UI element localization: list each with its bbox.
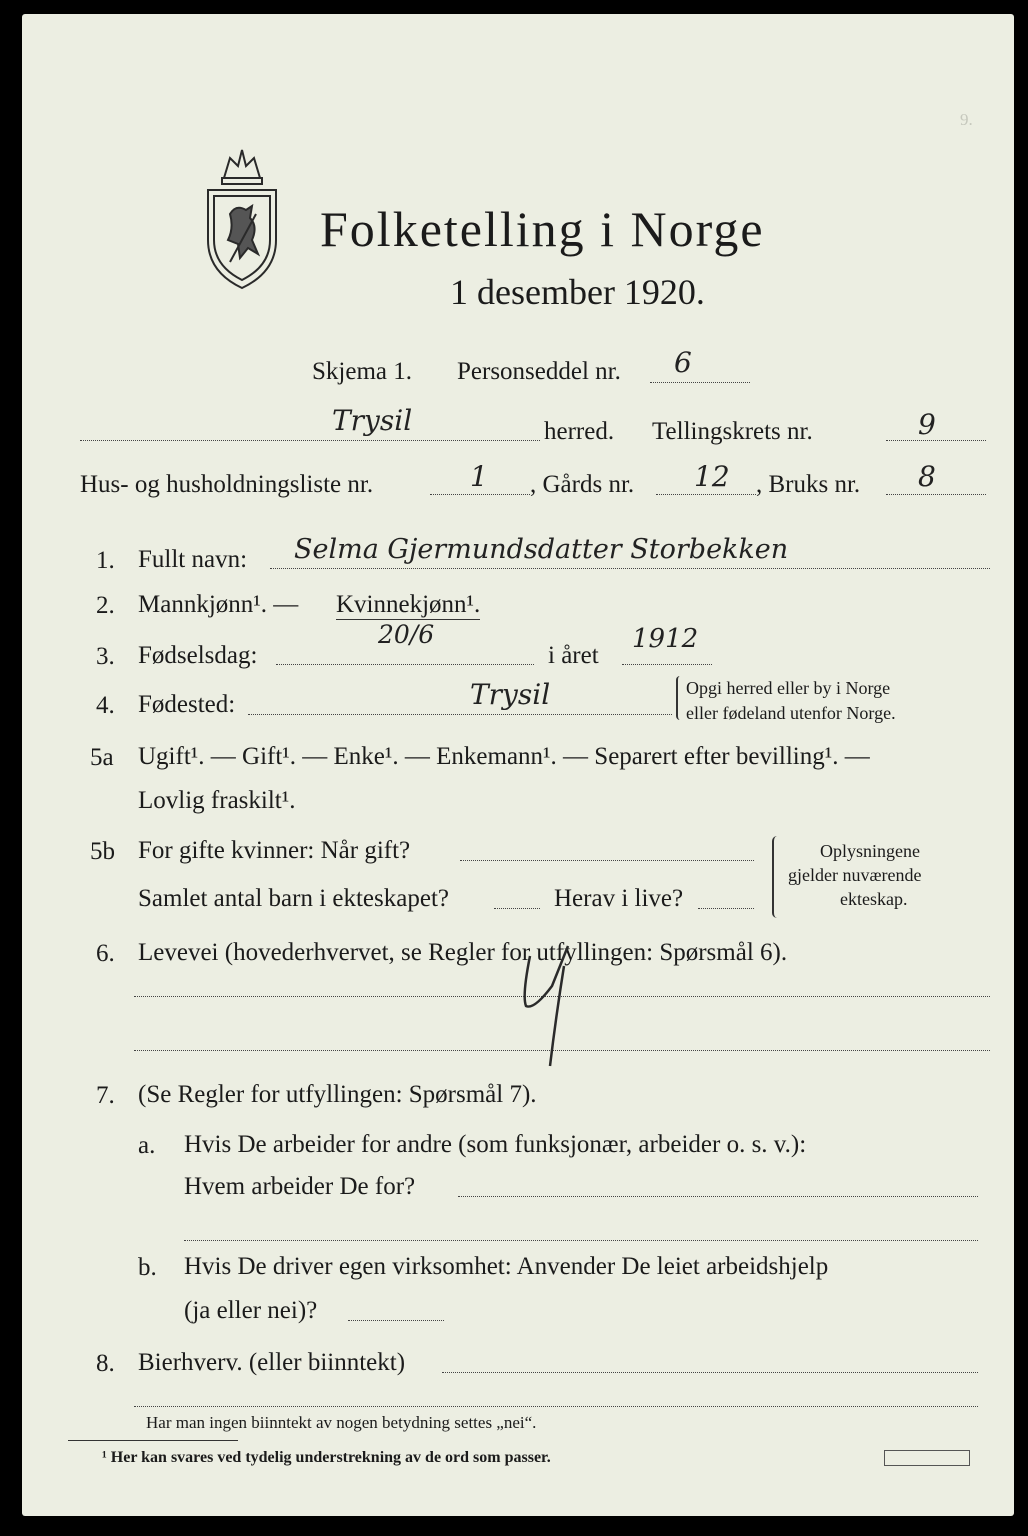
q3-birthdate-value[interactable]: 20/6 xyxy=(378,620,435,649)
gards-line xyxy=(656,494,756,495)
q1-full-name-value[interactable]: Selma Gjermundsdatter Storbekken xyxy=(294,534,789,565)
tellingskrets-value[interactable]: 9 xyxy=(918,408,936,441)
q7b-letter: b. xyxy=(138,1254,157,1281)
bruks-line xyxy=(886,494,986,495)
coat-of-arms-icon xyxy=(200,144,284,294)
hus-label: Hus- og husholdningsliste nr. xyxy=(80,471,374,498)
q8-label: Bierhverv. (eller biinntekt) xyxy=(138,1349,406,1376)
q5a-options-line2[interactable]: Lovlig fraskilt¹. xyxy=(138,787,296,814)
q2-number: 2. xyxy=(96,592,115,619)
form-date: 1 desember 1920. xyxy=(450,272,705,312)
q7b-line2: (ja eller nei)? xyxy=(184,1297,318,1324)
q2-female-option[interactable]: Kvinnekjønn¹. xyxy=(336,591,481,618)
gards-value[interactable]: 12 xyxy=(694,460,730,493)
q7-label: (Se Regler for utfyllingen: Spørsmål 7). xyxy=(138,1081,537,1108)
q3-year-label: i året xyxy=(548,642,599,669)
q7a-answer-line2[interactable] xyxy=(184,1240,978,1241)
note-nei: Har man ingen biinntekt av nogen betydning settes „nei“. xyxy=(146,1413,537,1432)
q7b-line1: Hvis De driver egen virksomhet: Anvender De leiet arbeidshjelp xyxy=(184,1253,829,1280)
personseddel-value[interactable]: 6 xyxy=(674,346,692,379)
q5b-alive-label: Herav i live? xyxy=(554,885,684,912)
skjema-label: Skjema 1. xyxy=(312,358,412,385)
q8-number: 8. xyxy=(96,1350,115,1377)
q4-line xyxy=(248,714,672,715)
q5b-note-line3: ekteskap. xyxy=(840,889,908,909)
personseddel-label: Personseddel nr. xyxy=(457,358,621,385)
bruks-label: , Bruks nr. xyxy=(756,471,861,498)
q3-label: Fødselsdag: xyxy=(138,642,258,669)
q1-line xyxy=(270,568,990,569)
q3-line xyxy=(276,664,534,665)
personseddel-line xyxy=(650,382,750,383)
herred-line xyxy=(80,440,540,441)
hus-value[interactable]: 1 xyxy=(470,460,488,493)
q5b-note-line2: gjelder nuværende xyxy=(788,865,922,885)
q5b-alive-line[interactable] xyxy=(698,908,754,909)
census-form-page xyxy=(22,14,1014,1516)
q5b-note-line1: Oplysningene xyxy=(820,841,920,861)
q8-answer-line1[interactable] xyxy=(442,1372,978,1373)
q4-birthplace-value[interactable]: Trysil xyxy=(470,678,551,711)
q5b-married-when-line[interactable] xyxy=(460,860,754,861)
q4-note-line2: eller fødeland utenfor Norge. xyxy=(686,703,896,723)
herred-value[interactable]: Trysil xyxy=(332,404,413,437)
q5b-brace xyxy=(772,836,782,918)
q5b-number: 5b xyxy=(90,838,115,865)
q4-number: 4. xyxy=(96,692,115,719)
footnote-text: ¹ Her kan svares ved tydelig understrekning av de ord som passer. xyxy=(102,1449,551,1466)
q8-answer-line2[interactable] xyxy=(134,1406,978,1407)
q5b-married-when-label: For gifte kvinner: Når gift? xyxy=(138,837,411,864)
q1-number: 1. xyxy=(96,547,115,574)
q6-label: Levevei (hovederhvervet, se Regler for utfyllingen: Spørsmål 6). xyxy=(138,939,788,966)
hus-line xyxy=(430,494,530,495)
q4-label: Fødested: xyxy=(138,691,236,718)
q7a-line1: Hvis De arbeider for andre (som funksjonær, arbeider o. s. v.): xyxy=(184,1131,807,1158)
herred-label: herred. xyxy=(544,418,615,445)
footnote-divider xyxy=(68,1440,238,1441)
q4-brace xyxy=(676,676,684,720)
q1-label: Fullt navn: xyxy=(138,546,248,573)
tellingskrets-label: Tellingskrets nr. xyxy=(652,418,813,445)
tellingskrets-line xyxy=(886,440,986,441)
bleed-through-text: 9. xyxy=(960,110,973,129)
form-title: Folketelling i Norge xyxy=(320,201,765,257)
q6-pencil-mark-icon xyxy=(512,926,592,1076)
q6-number: 6. xyxy=(96,940,115,967)
q7-number: 7. xyxy=(96,1082,115,1109)
q7a-line2: Hvem arbeider De for? xyxy=(184,1173,416,1200)
printer-stamp xyxy=(884,1450,970,1466)
q5b-children-label: Samlet antal barn i ekteskapet? xyxy=(138,885,449,912)
q3-year-line xyxy=(622,664,712,665)
gards-label: , Gårds nr. xyxy=(530,471,635,498)
q5b-children-line[interactable] xyxy=(494,908,540,909)
q4-note-line1: Opgi herred eller by i Norge xyxy=(686,678,891,698)
q7a-answer-line1[interactable] xyxy=(458,1196,978,1197)
bruks-value[interactable]: 8 xyxy=(918,460,936,493)
q3-number: 3. xyxy=(96,643,115,670)
q7a-letter: a. xyxy=(138,1132,156,1159)
q5a-number: 5a xyxy=(90,744,114,771)
q5a-options-line1[interactable]: Ugift¹. — Gift¹. — Enke¹. — Enkemann¹. — Separert efter bevilling¹. — xyxy=(138,743,870,770)
q7b-answer-line[interactable] xyxy=(348,1320,444,1321)
q3-year-value[interactable]: 1912 xyxy=(632,624,699,654)
q2-male-option[interactable]: Mannkjønn¹. — xyxy=(138,591,299,618)
